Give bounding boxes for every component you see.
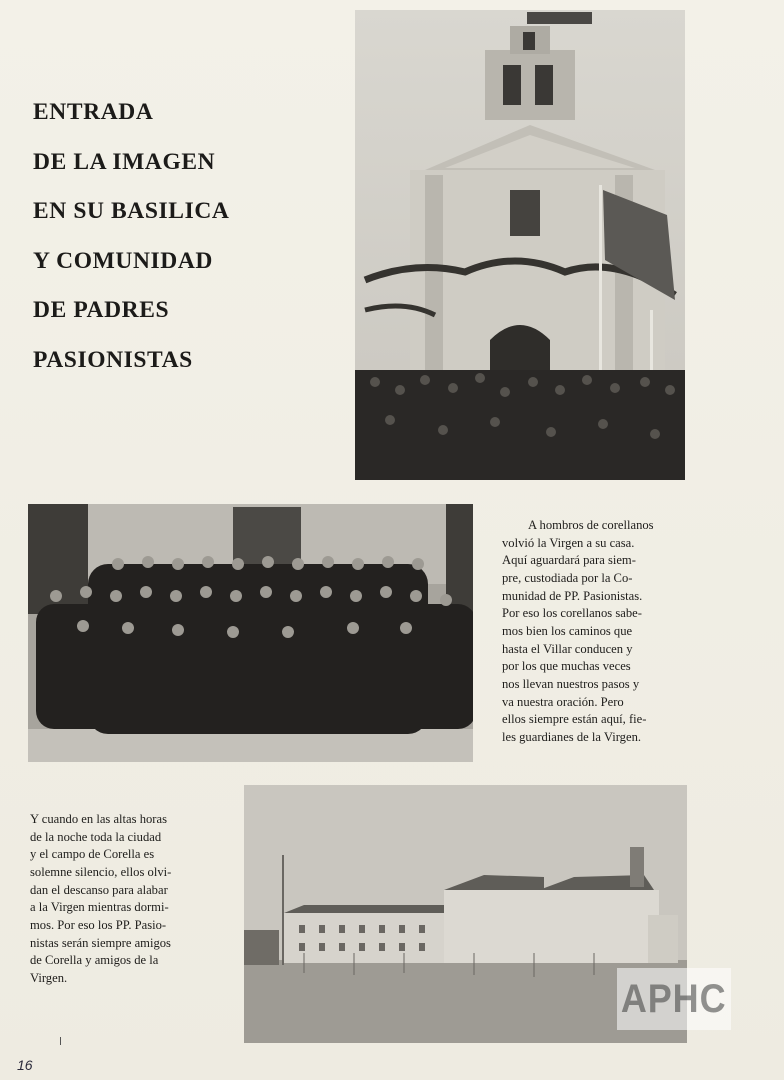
community-illustration bbox=[28, 504, 473, 762]
church-procession-photo bbox=[355, 10, 685, 480]
caption-line: ellos siempre están aquí, fie- bbox=[502, 712, 647, 727]
caption-line: Y cuando en las altas horas bbox=[30, 812, 167, 826]
title-line: Y COMUNIDAD bbox=[33, 247, 214, 274]
caption-line: a la Virgen mientras dormi- bbox=[30, 900, 169, 915]
caption-line: pre, custodiada por la Co- bbox=[502, 570, 633, 585]
caption-line: Aquí aguardará para siem- bbox=[502, 553, 636, 568]
print-mark bbox=[60, 1037, 61, 1045]
article-title bbox=[33, 88, 333, 385]
night-caption bbox=[30, 811, 200, 988]
caption-line: solemne silencio, ellos olvi- bbox=[30, 864, 172, 879]
caption-line: A hombros de corellanos bbox=[528, 518, 654, 532]
title-line: DE LA IMAGEN bbox=[33, 148, 216, 175]
title-line: PASIONISTAS bbox=[33, 346, 193, 373]
caption-line: Por eso los corellanos sabe- bbox=[502, 606, 642, 621]
watermark-text: APHC bbox=[621, 976, 727, 1021]
church-illustration bbox=[355, 10, 685, 480]
caption-line: de Corella y amigos de la bbox=[30, 953, 159, 968]
caption-line: mos bien los caminos que bbox=[502, 623, 633, 638]
caption-line: por los que muchas veces bbox=[502, 659, 631, 674]
caption-line: mos. Por eso los PP. Pasio- bbox=[30, 917, 167, 932]
community-caption bbox=[502, 517, 684, 747]
caption-line: Virgen. bbox=[30, 970, 68, 985]
title-line: EN SU BASILICA bbox=[33, 198, 230, 224]
passionist-community-photo bbox=[28, 504, 473, 762]
caption-line: nistas serán siempre amigos bbox=[30, 935, 171, 950]
caption-line: de la noche toda la ciudad bbox=[30, 829, 162, 844]
caption-line: les guardianes de la Virgen. bbox=[502, 729, 642, 744]
archive-watermark bbox=[617, 968, 731, 1030]
title-line: DE PADRES bbox=[33, 297, 170, 323]
caption-line: va nuestra oración. Pero bbox=[502, 694, 624, 709]
caption-line: munidad de PP. Pasionistas. bbox=[502, 588, 643, 603]
title-line: ENTRADA bbox=[33, 99, 154, 125]
caption-line: hasta el Villar conducen y bbox=[502, 641, 633, 656]
page-number: 16 bbox=[17, 1057, 33, 1073]
caption-line: volvió la Virgen a su casa. bbox=[502, 535, 635, 550]
caption-line: dan el descanso para alabar bbox=[30, 882, 168, 897]
caption-line: nos llevan nuestros pasos y bbox=[502, 676, 640, 691]
caption-line: y el campo de Corella es bbox=[30, 847, 155, 862]
